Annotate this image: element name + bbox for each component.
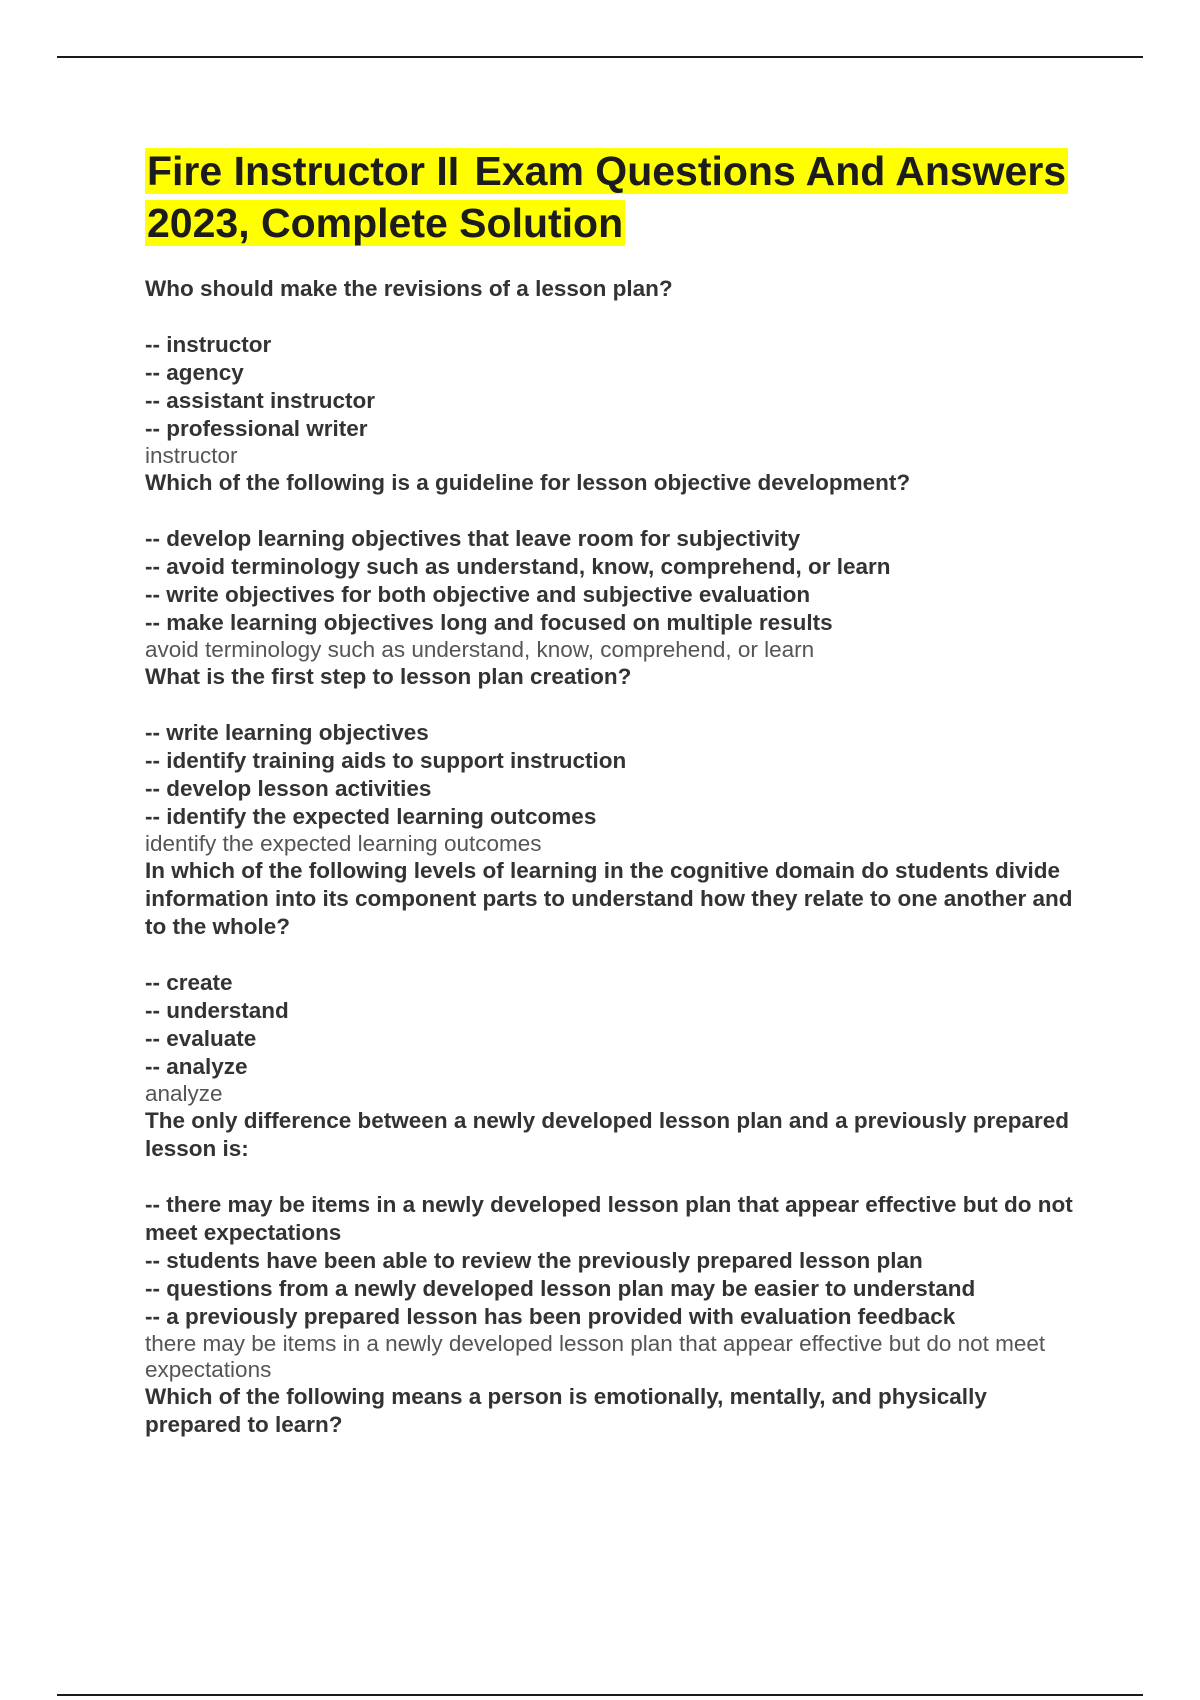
options-list: [145, 331, 1085, 443]
answer-text: analyze: [145, 1081, 223, 1106]
option-item: -- assistant instructor: [145, 388, 376, 413]
options-list: [145, 719, 1085, 831]
option-item: -- instructor: [145, 332, 272, 357]
title-part-2: Exam Questions And Answers 2023, Complete Solution: [147, 148, 1067, 246]
option-item: -- agency: [145, 360, 244, 385]
question-text: Which of the following is a guideline for lesson objective development?: [145, 470, 911, 495]
option-item: -- write objectives for both objective and subjective evaluation: [145, 582, 811, 607]
page-top-rule: [57, 56, 1143, 58]
document-body: [145, 145, 1085, 1439]
option-item: -- develop lesson activities: [145, 776, 432, 801]
options-list: [145, 969, 1085, 1081]
option-item: -- a previously prepared lesson has been provided with evaluation feedback: [145, 1304, 956, 1329]
qa-block-3: [145, 663, 1085, 857]
document-title: [145, 145, 1085, 249]
question-text: What is the first step to lesson plan creation?: [145, 664, 632, 689]
question-text: Which of the following means a person is emotionally, mentally, and physically prepared to learn?: [145, 1384, 987, 1437]
qa-block-6: [145, 1383, 1085, 1439]
option-item: -- professional writer: [145, 416, 368, 441]
qa-block-4: [145, 857, 1085, 1107]
page-bottom-rule: [57, 1694, 1143, 1696]
option-item: -- analyze: [145, 1054, 248, 1079]
qa-block-1: [145, 275, 1085, 469]
answer-text: identify the expected learning outcomes: [145, 831, 542, 856]
qa-block-5: [145, 1107, 1085, 1383]
answer-text: there may be items in a newly developed lesson plan that appear effective but do not meet expectations: [145, 1331, 1046, 1382]
option-item: -- students have been able to review the previously prepared lesson plan: [145, 1248, 923, 1273]
option-item: -- identify the expected learning outcomes: [145, 804, 597, 829]
answer-text: avoid terminology such as understand, know, comprehend, or learn: [145, 637, 815, 662]
option-item: -- write learning objectives: [145, 720, 429, 745]
options-list: [145, 525, 1085, 637]
options-list: [145, 1191, 1085, 1331]
question-text: Who should make the revisions of a lesson plan?: [145, 276, 673, 301]
option-item: -- evaluate: [145, 1026, 257, 1051]
question-text: In which of the following levels of learning in the cognitive domain do students divide information into its component parts to understand how they relate to one another and to the whole?: [145, 858, 1073, 939]
option-item: -- make learning objectives long and focused on multiple results: [145, 610, 833, 635]
option-item: -- questions from a newly developed lesson plan may be easier to understand: [145, 1276, 976, 1301]
option-item: -- develop learning objectives that leave room for subjectivity: [145, 526, 801, 551]
option-item: -- there may be items in a newly developed lesson plan that appear effective but do not meet expectations: [145, 1192, 1073, 1245]
qa-block-2: [145, 469, 1085, 663]
answer-text: instructor: [145, 443, 238, 468]
option-item: -- create: [145, 970, 233, 995]
option-item: -- avoid terminology such as understand, know, comprehend, or learn: [145, 554, 891, 579]
title-part-1: Fire Instructor II: [147, 148, 460, 194]
option-item: -- identify training aids to support instruction: [145, 748, 627, 773]
question-text: The only difference between a newly developed lesson plan and a previously prepared lesson is:: [145, 1108, 1070, 1161]
option-item: -- understand: [145, 998, 289, 1023]
